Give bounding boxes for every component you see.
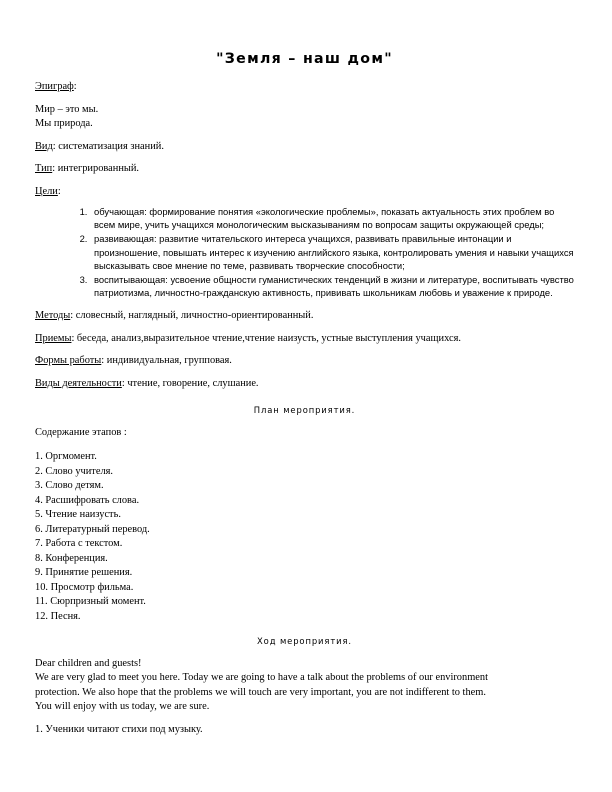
- goal-item-teaching: 1. обучающая: формирование понятия «экологические проблемы», показать актуальность этих проблем во всем мире, учить учащихся монологическим высказываниям по вопросам защиты окружающей среды;: [90, 205, 574, 231]
- kind-row: [35, 162, 574, 177]
- stage-item: 11. Сюрпризный момент.: [35, 596, 146, 608]
- goals-label: Цели: [35, 185, 58, 197]
- stage-item: 6. Литературный перевод.: [35, 523, 150, 535]
- kind-value: : интегрированный.: [52, 163, 140, 174]
- type-label: Вид: [35, 140, 53, 152]
- english-line-2: protection. We also hope that the problems we will touch are very important, you are not indifferent to them.: [35, 686, 486, 698]
- goal-item-developing: 2. развивающая: развитие читательского интереса учащихся, развивать правильные интонации и произношение, повышать интерес к изучению английского языка, контролировать умения и навыки учащихся высказывать свое мнение по теме, развивать творческие способности;: [90, 232, 574, 272]
- stage-item: 7. Работа с текстом.: [35, 538, 123, 550]
- activities-row: [35, 377, 574, 392]
- course-heading: Ход мероприятия.: [257, 636, 352, 647]
- plan-heading: План мероприятия.: [253, 405, 356, 416]
- type-value: : систематизация знаний.: [52, 140, 164, 152]
- epigraph-line-1: Мир – это мы.: [35, 103, 99, 115]
- stage-item: 5. Чтение наизусть.: [35, 509, 121, 521]
- english-line-1: We are very glad to meet you here. Today we are going to have a talk about the problems of our environment: [35, 672, 488, 684]
- stage-item: 8. Конференция.: [35, 552, 108, 564]
- goals-list: [35, 205, 574, 299]
- epigraph-label: Эпиграф: [35, 81, 74, 92]
- activities-value: : чтение, говорение, слушание.: [121, 377, 259, 389]
- goal-item-educating: 3. воспитывающая: усвоение общности гуманистических тенденций в жизни и литературе, воспитывать чувство патриотизма, личностно-гражданскую активность, прививать школьникам любовь и уважение к природе.: [90, 273, 574, 299]
- forms-row: [35, 354, 574, 369]
- activities-label: Виды деятельности: [35, 377, 122, 389]
- stages-list: [35, 450, 574, 624]
- stage-item: 3. Слово детям.: [35, 480, 104, 492]
- stage-item: 1. Оргмомент.: [35, 451, 97, 463]
- epigraph-line-2: Мы природа.: [35, 118, 93, 129]
- stage-item: 10. Просмотр фильма.: [35, 581, 134, 593]
- techniques-label: Приемы: [35, 332, 72, 344]
- goals-heading: Цели:: [35, 185, 61, 197]
- forms-value: : индивидуальная, групповая.: [101, 355, 232, 367]
- stage-item: 2. Слово учителя.: [35, 465, 114, 477]
- english-intro: [35, 657, 574, 715]
- techniques-value: : беседа, анализ,выразительное чтение,чтение наизусть, устные выступления учащихся.: [71, 332, 461, 344]
- methods-value: : словесный, наглядный, личностно-ориентированный.: [70, 310, 314, 322]
- methods-label: Методы: [35, 310, 71, 322]
- stages-heading: Содержание этапов :: [35, 426, 127, 438]
- stage-item: 4. Расшифровать слова.: [35, 494, 140, 506]
- english-greeting: Dear children and guests!: [35, 657, 142, 669]
- techniques-row: [35, 332, 574, 347]
- methods-row: [35, 309, 574, 324]
- type-row: [35, 140, 574, 155]
- stage-item: 12. Песня.: [35, 610, 81, 622]
- english-line-3: You will enjoy with us today, we are sure.: [35, 701, 210, 713]
- step-1: 1. Ученики читают стихи под музыку.: [35, 723, 203, 735]
- stage-item: 9. Принятие решения.: [35, 567, 133, 579]
- page-title: "Земля – наш дом": [216, 51, 393, 67]
- kind-label: Тип: [35, 163, 53, 174]
- forms-label: Формы работы: [35, 355, 102, 367]
- epigraph-heading: Эпиграф:: [35, 81, 77, 92]
